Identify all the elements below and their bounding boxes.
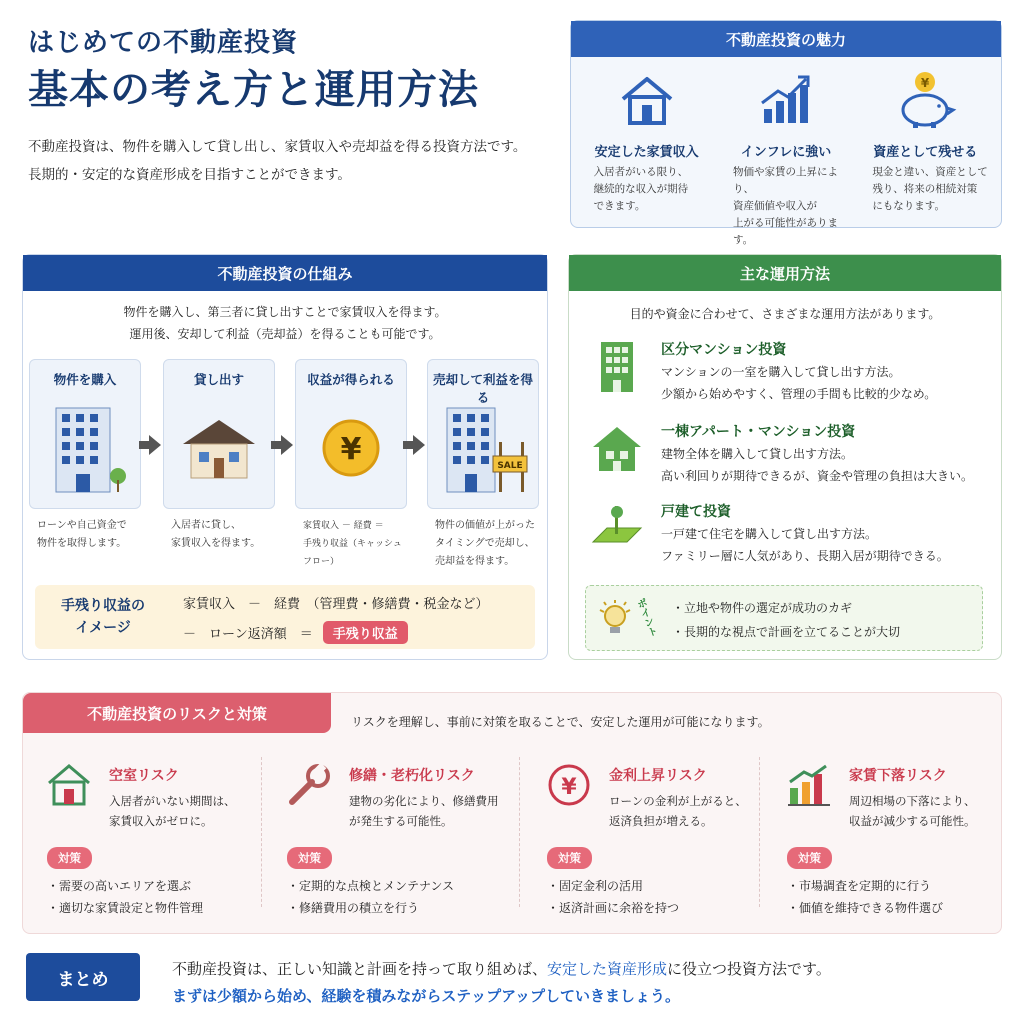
summary-text xyxy=(172,956,831,1010)
risk-item-vacancy xyxy=(23,753,257,923)
intro-line-1: 不動産投資は、物件を購入して貸し出し、家賃収入や売却益を得る投資方法です。 xyxy=(28,139,527,155)
page-subtitle: はじめての不動産投資 xyxy=(28,28,299,58)
risk-desc: 周辺相場の下落により、 収益が減少する可能性。 xyxy=(849,794,976,828)
appeal-item xyxy=(856,65,994,249)
building-sale-icon xyxy=(428,400,538,496)
methods-intro: 目的や資金に合わせて、さまざまな運用方法があります。 xyxy=(629,307,941,321)
piggy-bank-icon xyxy=(856,65,994,135)
yen-circle-icon xyxy=(543,759,595,811)
mechanism-header: 不動産投資の仕組み xyxy=(23,255,547,291)
wrench-icon xyxy=(283,759,335,811)
measure-item: ・修繕費用の積立を行う xyxy=(287,901,420,915)
measure-item: ・需要の高いエリアを選ぶ xyxy=(47,879,192,893)
appeal-item-desc: 現金と違い、資産として 残り、将来の相続対策 にもなります。 xyxy=(872,166,988,212)
method-title: 戸建て投資 xyxy=(661,504,731,520)
appeal-item-desc: 入居者がいる限り、 継続的な収入が期待 できます。 xyxy=(593,166,689,212)
divider xyxy=(261,757,262,907)
apartment-icon xyxy=(591,339,643,395)
appeal-item-title: 安定した家賃収入 xyxy=(594,145,699,160)
measure-list xyxy=(47,875,203,919)
appeal-item-desc: 物価や家賃の上昇により、 資産価値や収入が 上がる可能性があります。 xyxy=(732,166,838,246)
methods-header: 主な運用方法 xyxy=(569,255,1001,291)
method-desc: マンションの一室を購入して貸し出す方法。 少額から始めやすく、管理の手間も比較的少なめ。 xyxy=(661,365,937,401)
summary-highlight: 安定した資産形成 xyxy=(547,960,668,978)
risk-title: 金利上昇リスク xyxy=(609,768,707,784)
divider xyxy=(759,757,760,907)
lightbulb-icon xyxy=(598,600,632,644)
risk-intro: リスクを理解し、事前に対策を取ることで、安定した運用が可能になります。 xyxy=(351,715,770,729)
measure-item: ・適切な家賃設定と物件管理 xyxy=(47,901,204,915)
risk-desc: ローンの金利が上がると、 返済負担が増える。 xyxy=(609,794,747,828)
step-rent xyxy=(163,359,275,553)
measure-tag: 対策 xyxy=(547,847,592,869)
divider xyxy=(519,757,520,907)
measure-tag: 対策 xyxy=(287,847,332,869)
risk-title: 修繕・老朽化リスク xyxy=(349,768,475,784)
risk-item-repair xyxy=(263,753,497,923)
profit-formula-line2: － ローン返済額 ＝ 手残り収益 xyxy=(183,621,408,644)
step-desc: 物件の価値が上がった タイミングで売却し、 売却益を得ます。 xyxy=(435,520,535,567)
profit-label: 手残り収益の イメージ xyxy=(61,598,145,636)
profit-result-badge: 手残り収益 xyxy=(323,621,408,644)
mechanism-card xyxy=(22,254,548,660)
appeal-card xyxy=(570,20,1002,246)
step-title: 物件を購入 xyxy=(53,372,117,387)
measure-item: ・返済計画に余裕を持つ xyxy=(547,901,680,915)
building-icon xyxy=(30,400,140,496)
intro-text xyxy=(28,133,558,189)
measure-list xyxy=(787,875,943,919)
svg-text:¥: ¥ xyxy=(921,76,930,90)
point-label: ポイント xyxy=(633,597,658,639)
step-sell xyxy=(427,359,539,571)
risk-title: 家賃下落リスク xyxy=(849,768,947,784)
method-title: 一棟アパート・マンション投資 xyxy=(661,424,856,440)
point-item: ・長期的な視点で計画を立てることが大切 xyxy=(672,625,901,639)
arrow-icon xyxy=(149,435,161,455)
risk-title: 空室リスク xyxy=(109,768,179,784)
method-desc: 一戸建て住宅を購入して貸し出す方法。 ファミリー層に人気があり、長期入居が期待できる。 xyxy=(661,527,949,563)
method-desc: 建物全体を購入して貸し出す方法。 高い利回りが期待できるが、資金や管理の負担は大きい。 xyxy=(661,447,974,483)
step-desc: 入居者に貸し、 家賃収入を得ます。 xyxy=(171,520,261,549)
point-box xyxy=(585,585,983,651)
measure-item: ・定期的な点検とメンテナンス xyxy=(287,879,455,893)
measure-item: ・市場調査を定期的に行う xyxy=(787,879,932,893)
risk-desc: 建物の劣化により、修繕費用 が発生する可能性。 xyxy=(349,794,499,828)
methods-card xyxy=(568,254,1002,660)
step-purchase xyxy=(29,359,141,553)
sale-sign-text: SALE xyxy=(497,461,523,471)
method-title: 区分マンション投資 xyxy=(661,342,787,358)
step-title: 売却して利益を得る xyxy=(432,372,533,405)
mechanism-intro: 物件を購入し、第三者に貸し出すことで家賃収入を得ます。 運用後、安却して利益（売却益）を得ることも可能です。 xyxy=(123,305,447,341)
summary-line2: まずは少額から始め、経験を積みながらステップアップしていきましょう。 xyxy=(172,987,681,1005)
measure-item: ・固定金利の活用 xyxy=(547,879,644,893)
profit-formula-line1: 家賃収入 － 経費 （管理費・修繕費・税金など） xyxy=(183,597,489,612)
step-income xyxy=(295,359,407,571)
step-desc: ローンや自己資金で 物件を取得します。 xyxy=(37,520,127,549)
point-list xyxy=(672,596,900,644)
arrow-icon xyxy=(281,435,293,455)
step-title: 収益が得られる xyxy=(307,372,395,387)
risk-item-interest xyxy=(523,753,757,923)
hero xyxy=(28,22,558,189)
arrow-icon xyxy=(413,435,425,455)
appeal-item xyxy=(578,65,716,249)
page-title: 基本の考え方と運用方法 xyxy=(28,67,479,113)
measure-list xyxy=(547,875,679,919)
measure-tag: 対策 xyxy=(47,847,92,869)
appeal-item-title: 資産として残せる xyxy=(873,145,978,160)
bar-chart-icon xyxy=(783,759,835,811)
measure-item: ・価値を維持できる物件選び xyxy=(787,901,944,915)
yen-coin-icon xyxy=(296,400,406,478)
chart-up-icon xyxy=(717,65,855,135)
appeal-header: 不動産投資の魅力 xyxy=(571,21,1001,57)
measure-tag: 対策 xyxy=(787,847,832,869)
svg-text:¥: ¥ xyxy=(561,775,577,800)
profit-image-box xyxy=(35,585,535,649)
intro-line-2: 長期的・安定的な資産形成を目指すことができます。 xyxy=(28,167,351,183)
risk-desc: 入居者がいない期間は、 家賃収入がゼロに。 xyxy=(109,794,236,828)
land-plot-icon xyxy=(591,501,643,557)
risk-header: 不動産投資のリスクと対策 xyxy=(23,693,331,733)
vacant-house-icon xyxy=(43,759,95,811)
appeal-item-title: インフレに強い xyxy=(740,145,832,160)
house-icon xyxy=(578,65,716,135)
appeal-item xyxy=(717,65,855,249)
point-item: ・立地や物件の選定が成功のカギ xyxy=(672,601,853,615)
step-title: 貸し出す xyxy=(193,372,244,387)
house-icon xyxy=(164,400,274,484)
house-icon xyxy=(591,421,643,477)
step-desc: 家賃収入 － 経費 ＝ 手残り収益（キャッシュフロー） xyxy=(303,521,402,567)
mechanism-steps xyxy=(29,359,545,589)
svg-text:¥: ¥ xyxy=(340,432,362,467)
risk-card xyxy=(22,692,1002,934)
summary-line1: 不動産投資は、正しい知識と計画を持って取り組めば、安定した資産形成に役立つ投資方法です。 xyxy=(172,960,831,978)
risk-item-rent-drop xyxy=(763,753,997,923)
measure-list xyxy=(287,875,454,919)
summary-badge: まとめ xyxy=(26,953,140,1001)
